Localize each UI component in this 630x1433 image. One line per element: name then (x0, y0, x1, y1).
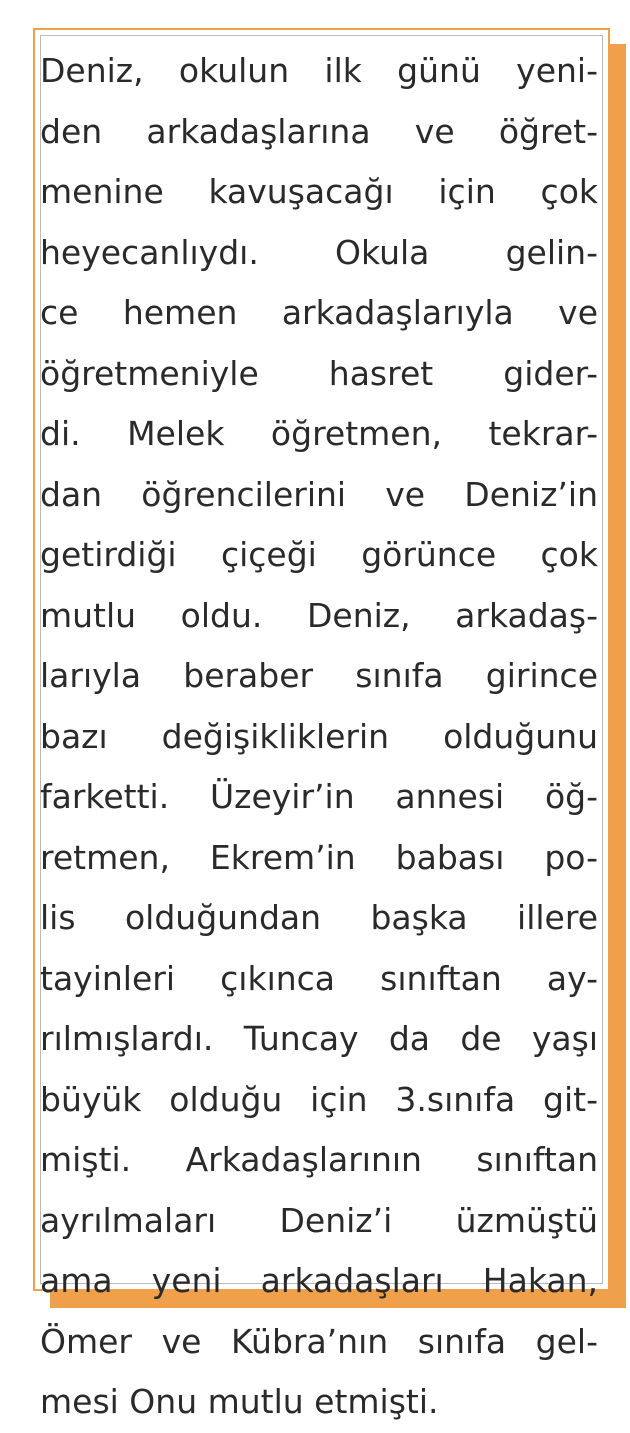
story-line: bazı değişikliklerin olduğunu (40, 716, 598, 756)
story-text (40, 41, 598, 1433)
story-line: heyecanlıydı. Okula gelin- (40, 232, 598, 272)
story-line: öğretmeniyle hasret gider- (40, 353, 598, 393)
story-line: getirdiği çiçeği görünce çok (40, 535, 598, 574)
story-line: Deniz, okulun ilk günü yeni- (40, 51, 598, 90)
story-line: Ömer ve Kübra’nın sınıfa gel- (40, 1321, 598, 1361)
story-line: dan öğrencilerini ve Deniz’in (40, 474, 598, 514)
story-line: den arkadaşlarına ve öğret- (40, 111, 598, 151)
story-line: ce hemen arkadaşlarıyla ve (40, 293, 598, 332)
story-line: rılmışlardı. Tuncay da de yaşı (40, 1019, 598, 1058)
story-line: mutlu oldu. Deniz, arkadaş- (40, 595, 598, 635)
story-line: büyük olduğu için 3.sınıfa git- (40, 1079, 598, 1119)
story-line: ama yeni arkadaşları Hakan, (40, 1261, 598, 1300)
story-box (33, 28, 610, 1421)
story-line: mişti. Arkadaşlarının sınıftan (40, 1140, 598, 1179)
story-line: mesi Onu mutlu etmişti. (40, 1382, 439, 1421)
story-line: farketti. Üzeyir’in annesi öğ- (40, 777, 598, 816)
story-line: larıyla beraber sınıfa girince (40, 656, 598, 695)
story-line: tayinleri çıkınca sınıftan ay- (40, 958, 598, 998)
story-line: lis olduğundan başka illere (40, 898, 598, 937)
story-line: retmen, Ekrem’in babası po- (40, 837, 598, 877)
story-line: ayrılmaları Deniz’i üzmüştü (40, 1200, 598, 1240)
story-line: menine kavuşacağı için çok (40, 172, 598, 211)
story-line: di. Melek öğretmen, tekrar- (40, 414, 598, 453)
